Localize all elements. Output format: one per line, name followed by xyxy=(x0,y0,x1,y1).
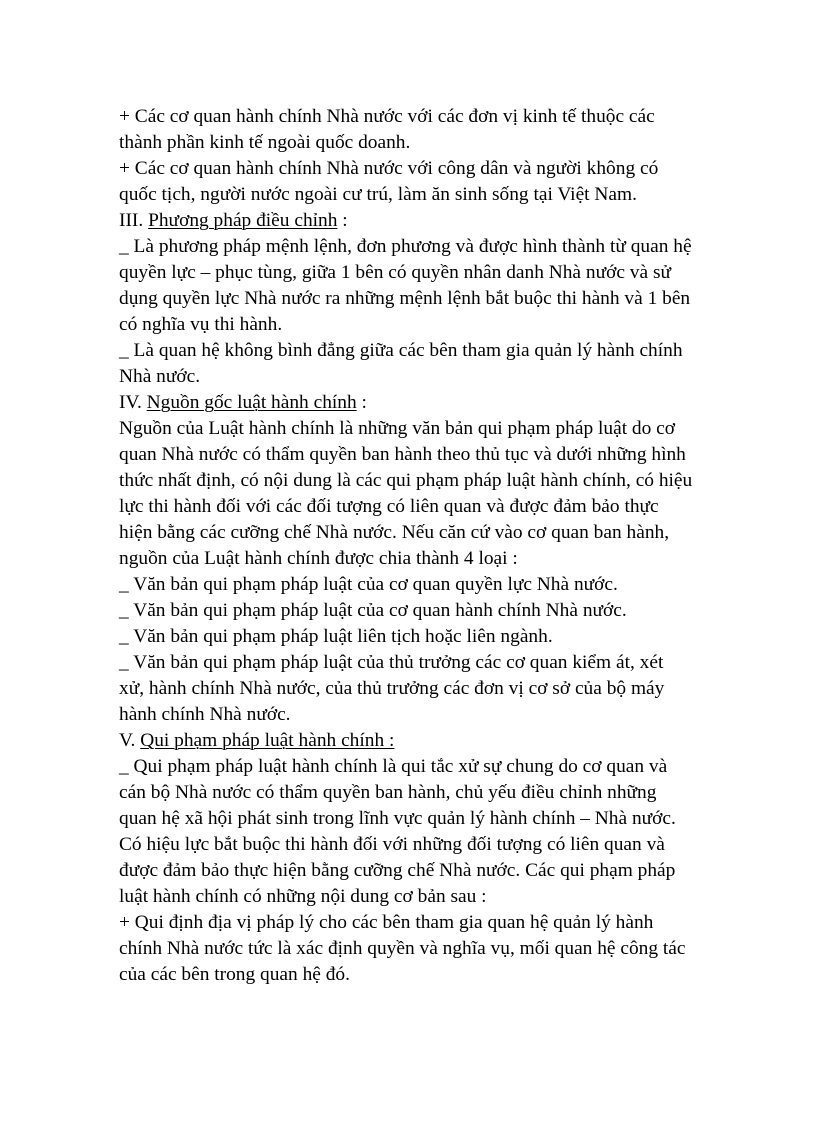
text-line: _ Văn bản qui phạm pháp luật của cơ quan quyền lực Nhà nước. xyxy=(119,574,618,595)
text-line: Nhà nước. xyxy=(119,366,201,387)
text-line: quan Nhà nước có thẩm quyền ban hành theo thủ tục và dưới những hình xyxy=(119,444,686,465)
section-number: III. xyxy=(119,210,149,231)
text-line: + Các cơ quan hành chính Nhà nước với công dân và người không có xyxy=(119,158,659,179)
section-number: V. xyxy=(119,730,141,751)
text-line: _ Là quan hệ không bình đẳng giữa các bên tham gia quản lý hành chính xyxy=(119,340,683,361)
text-line: hành chính Nhà nước. xyxy=(119,704,291,725)
text-line: cán bộ Nhà nước có thẩm quyền ban hành, chủ yếu điều chỉnh những xyxy=(119,782,657,803)
document-body xyxy=(119,104,709,988)
text-line: + Các cơ quan hành chính Nhà nước với các đơn vị kinh tế thuộc các xyxy=(119,106,655,127)
text-line: quyền lực – phục tùng, giữa 1 bên có quyền nhân danh Nhà nước và sử xyxy=(119,262,672,283)
text-line: Nguồn của Luật hành chính là những văn bản qui phạm pháp luật do cơ xyxy=(119,418,676,439)
text-line: quan hệ xã hội phát sinh trong lĩnh vực quản lý hành chính – Nhà nước. xyxy=(119,808,676,829)
section-title: Phương pháp điều chỉnh xyxy=(148,210,338,231)
text-line: quốc tịch, người nước ngoài cư trú, làm ăn sinh sống tại Việt Nam. xyxy=(119,184,637,205)
text-line: có nghĩa vụ thi hành. xyxy=(119,314,283,335)
section-heading-iii xyxy=(119,208,709,234)
text-line: _ Văn bản qui phạm pháp luật liên tịch hoặc liên ngành. xyxy=(119,626,553,647)
text-line: chính Nhà nước tức là xác định quyền và nghĩa vụ, mối quan hệ công tác xyxy=(119,938,686,959)
text-line: hiện bằng các cưỡng chế Nhà nước. Nếu căn cứ vào cơ quan ban hành, xyxy=(119,522,670,543)
section-heading-iv xyxy=(119,390,709,416)
text-line: _ Qui phạm pháp luật hành chính là qui tắc xử sự chung do cơ quan và xyxy=(119,756,668,777)
text-line: thức nhất định, có nội dung là các qui phạm pháp luật hành chính, có hiệu xyxy=(119,470,693,491)
text-line: của các bên trong quan hệ đó. xyxy=(119,964,350,985)
section-number: IV. xyxy=(119,392,147,413)
text-line: thành phần kinh tế ngoài quốc doanh. xyxy=(119,132,411,153)
text-line: xử, hành chính Nhà nước, của thủ trưởng các đơn vị cơ sở của bộ máy xyxy=(119,678,665,699)
text-line: được đảm bảo thực hiện bằng cưỡng chế Nhà nước. Các qui phạm pháp xyxy=(119,860,676,881)
text-line: Có hiệu lực bắt buộc thi hành đối với những đối tượng có liên quan và xyxy=(119,834,665,855)
section-title: Qui phạm pháp luật hành chính : xyxy=(140,730,395,751)
section-heading-v xyxy=(119,728,709,754)
text-line: _ Văn bản qui phạm pháp luật của thủ trưởng các cơ quan kiểm át, xét xyxy=(119,652,664,673)
text-line: _ Là phương pháp mệnh lệnh, đơn phương và được hình thành từ quan hệ xyxy=(119,236,692,257)
section-suffix: : xyxy=(337,210,348,231)
text-line: _ Văn bản qui phạm pháp luật của cơ quan hành chính Nhà nước. xyxy=(119,600,627,621)
text-line: lực thi hành đối với các đối tượng có liên quan và được đảm bảo thực xyxy=(119,496,659,517)
text-line: + Qui định địa vị pháp lý cho các bên tham gia quan hệ quản lý hành xyxy=(119,912,654,933)
text-line: luật hành chính có những nội dung cơ bản sau : xyxy=(119,886,487,907)
section-suffix: : xyxy=(356,392,367,413)
text-line: nguồn của Luật hành chính được chia thành 4 loại : xyxy=(119,548,518,569)
section-title: Nguồn gốc luật hành chính xyxy=(146,392,357,413)
text-line: dụng quyền lực Nhà nước ra những mệnh lệnh bắt buộc thi hành và 1 bên xyxy=(119,288,691,309)
